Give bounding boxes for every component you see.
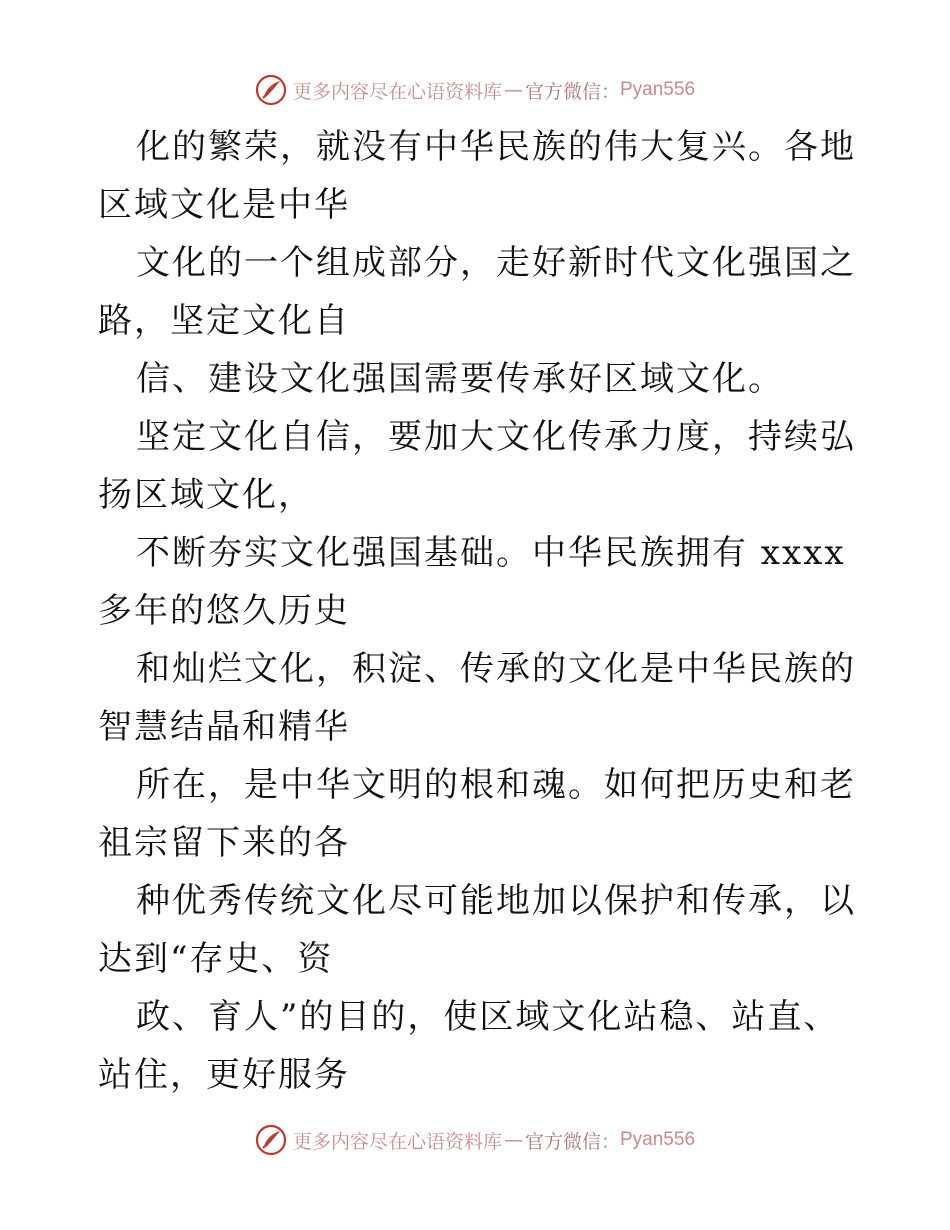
paragraph: 化的繁荣，就没有中华民族的伟大复兴。各地区域文化是中华: [98, 127, 856, 225]
paragraph: 信、建设文化强国需要传承好区域文化。: [136, 359, 784, 399]
quill-pen-logo-icon: [255, 1124, 287, 1156]
document-body: [98, 118, 858, 1104]
header-brand-text: 更多内容尽在心语资料库: [292, 80, 502, 103]
paragraph: 所在，是中华文明的根和魂。如何把历史和老祖宗留下来的各: [98, 765, 856, 863]
header-banner: [0, 70, 950, 110]
paragraph: 政、育人”的目的，使区域文化站稳、站直、站住，更好服务: [98, 997, 840, 1095]
header-wechat-label: 官方微信：: [524, 80, 620, 103]
paragraph: 种优秀传统文化尽可能地加以保护和传承，以达到“存史、资: [98, 881, 856, 979]
paragraph: 坚定文化自信，要加大文化传承力度，持续弘扬区域文化，: [98, 417, 856, 515]
footer-wechat-label: 官方微信：: [524, 1130, 620, 1153]
paragraph: 不断夯实文化强国基础。中华民族拥有 xxxx 多年的悠久历史: [98, 533, 846, 631]
footer-wechat-id: Pyan556: [620, 1129, 696, 1150]
paragraph: 和灿烂文化，积淀、传承的文化是中华民族的智慧结晶和精华: [98, 649, 856, 747]
footer-banner: [0, 1120, 950, 1160]
quill-pen-logo-icon: [255, 74, 287, 106]
footer-separator: —: [503, 1129, 523, 1151]
footer-brand-text: 更多内容尽在心语资料库: [292, 1130, 502, 1153]
header-separator: —: [503, 79, 523, 101]
paragraph: 文化的一个组成部分，走好新时代文化强国之路，坚定文化自: [98, 243, 856, 341]
header-wechat-id: Pyan556: [620, 79, 696, 100]
